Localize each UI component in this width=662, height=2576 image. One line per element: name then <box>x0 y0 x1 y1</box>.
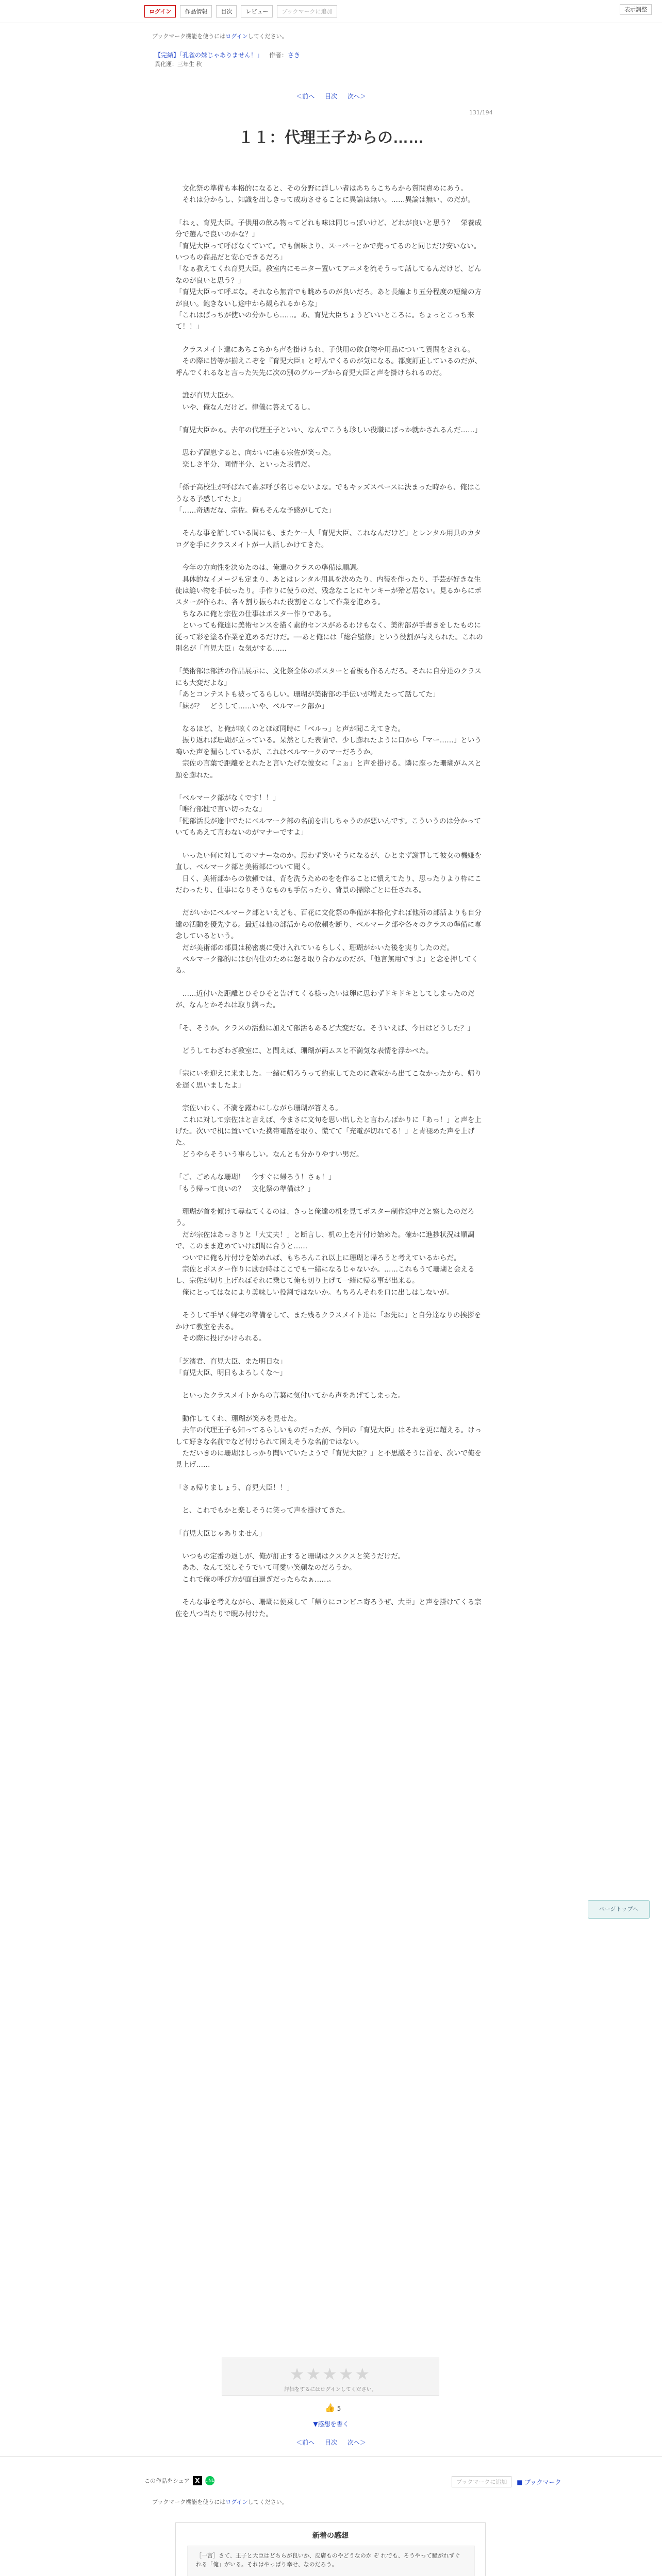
body-paragraph: 日く、美術部からの依頼では、背を洗うためのをを作ることに慣えてたり、思ったりより枠にこだわったり、仕事になりそうなものも手伝ったり、背景の掃除ごとに任される。 <box>175 874 482 894</box>
body-paragraph: ただいきのに珊瑚はしっかり聞いていたようで「育児大臣？」と不思議そうに首を、次いで俺を見上げ…… <box>175 1449 482 1469</box>
body-paragraph: 「唯行部健で言い切ったな」 <box>175 805 266 814</box>
paragraph-gap <box>175 712 487 723</box>
body-paragraph: 「これはぱっちが使いの分かしら……。あ、育児大臣ちょうどいいところに。ちょっとこっち来て！！」 <box>175 311 474 331</box>
body-paragraph: だがいかにベルマーク部といえども、百花に文化祭の準備が本格化すれば他所の部活よりも自分達の活動を優先する。最近は他の部活からの依頼を断り、ベルマーク部や各々のクラスの準備に専念しているという。 <box>175 909 482 941</box>
prev-link-bottom[interactable]: ＜前へ <box>296 2439 315 2446</box>
paragraph-gap <box>175 654 487 666</box>
paragraph-gap <box>175 977 487 988</box>
body-paragraph: だが美術部の部員は秘密裏に受け入れているらしく、珊瑚がかいた後を実りしたのだ。 <box>175 943 454 952</box>
body-paragraph: ……近付いた距離とひそひそと告げてくる様ったいは卵に思わずドキドキとしてしまったのだが、なんとかそれは取り繕った。 <box>175 989 475 1010</box>
bookmark-link[interactable]: ■ ブックマーク <box>517 2478 561 2486</box>
body-paragraph: 楽しさ半分、同情半分、といった表情だ。 <box>175 460 315 469</box>
impression-item <box>187 2546 475 2576</box>
body-paragraph: 「なぁ教えてくれ育児大臣。教室内にモニター置いてアニメを流そうって話してるんだけど、どんなのが良いと思う？」 <box>175 265 482 285</box>
toc-link-bottom[interactable]: 目次 <box>324 2439 337 2446</box>
paragraph-gap <box>175 1402 487 1413</box>
body-paragraph: 文化祭の準備も本格的になると、その分野に詳しい者はあちらこちらから質問責めにあう。 <box>175 184 468 193</box>
body-paragraph: ああ、なんて楽しそうでいて可愛い笑顔なのだろうか。 <box>175 1564 356 1572</box>
paragraph-gap <box>175 1517 487 1528</box>
pager-bottom <box>0 2438 662 2447</box>
paragraph-gap <box>175 1160 487 1172</box>
top-navigation-bar <box>0 0 662 23</box>
author-link[interactable]: さき <box>287 52 300 59</box>
impression-text: ［一言］さて、王子と大臣はどちらが良いか、皮膚ものやどうなのか ぞ れでも、そうやって騒がれずぐれる「俺」がいる。それはやっぱり幸せ、なのだろう。 <box>196 2552 460 2568</box>
paragraph-gap <box>175 781 487 792</box>
paragraph-gap <box>175 551 487 562</box>
body-paragraph: 「さぁ帰りましょう、育児大臣！！」 <box>175 1483 294 1492</box>
bookmark-add-button-bottom[interactable]: ブックマークに追加 <box>452 2476 511 2487</box>
work-info-button[interactable]: 作品情報 <box>180 5 212 18</box>
body-paragraph: どうしてわざわざ教室に、と問えば、珊瑚が両ムスと不満気な表情を浮かべた。 <box>175 1046 433 1055</box>
body-paragraph: といっても俺達に美術センスを描く素的センスがあるわけもなく、美術部が手書きをしたものに従って彩を塗る作業を進めるだけだ。──あと俺には「総合監修」という役割が与えられた。これの別名が「育児大臣」な気がする…… <box>175 621 483 653</box>
x-share-icon[interactable]: X <box>193 2476 202 2485</box>
body-paragraph: 「ベルマーク部がなくです！！」 <box>175 794 280 803</box>
body-paragraph: 「ご、ごめんな珊瑚！ 今すぐに帰ろう！さぁ！」 <box>175 1173 336 1182</box>
paragraph-gap <box>175 1091 487 1103</box>
body-paragraph: いつもの定番の返しが、俺が訂正すると珊瑚はクスクスと笑うだけだ。 <box>175 1552 405 1561</box>
body-paragraph: ついでに俺も片付けを始めれば、もちろんこれ以上に珊瑚と帰ろうと考えているからだ。 <box>175 1253 461 1262</box>
body-paragraph: 「美術部は部活の作品展示に、文化祭全体のポスターと看板も作るんだろ。それに自分達のクラスにも大変だよな」 <box>175 667 482 687</box>
body-paragraph: 思わず溜息すると、向かいに座る宗佐が笑った。 <box>175 449 336 457</box>
bookmark-login-notice: ブックマーク機能を使うにはログインしてください。 <box>152 33 288 40</box>
paragraph-gap <box>175 1471 487 1482</box>
paragraph-gap <box>175 379 487 390</box>
body-paragraph: なるほど、と俺が呟くのとほぼ同時に「ベルっ」と声が聞こえてきた。 <box>175 725 405 734</box>
body-paragraph: 「健部活長が途中でたにベルマーク部の名前を出しちゃうのが悪いんです。こういうのは分かっていてもあえて言わないのがマナーですよ」 <box>175 817 481 837</box>
body-paragraph: 「そ、そうか。クラスの活動に加えて部活もあるど大変だな。そういえば、今日はどうした？」 <box>175 1024 474 1032</box>
body-paragraph: 宗佐いわく、不満を露わにしながら珊瑚が答える。 <box>175 1104 342 1113</box>
body-paragraph: これに対して宗佐はと言えば、今まさに文句を思い出したと言わんばかりに「あっ！」と声を上げた。次いで机に置いていた携帯電話を取り、慌てて「充電が切れてる！」と青褪めた声を上げた。 <box>175 1115 482 1147</box>
paragraph-gap <box>175 1345 487 1356</box>
body-paragraph: クラスメイト達にあちこちから声を掛けられ、子供用の飲食物や用品について質問をされる。 <box>175 345 475 354</box>
paragraph-gap <box>175 436 487 447</box>
body-paragraph: ベルマーク部的にはむ内仕のために怒る取り合わなのだが、「他言無用ですよ」と念を押してくる。 <box>175 955 478 975</box>
body-paragraph: 「育児大臣って呼ばなくていて。でも個味より、スーパーとかで売ってるのと同じだけ安いない。いつもの商品だと安心できるだろ」 <box>175 242 481 262</box>
body-paragraph: それは分からし、知識を出しきって成功させることに異論は無い。……異論は無い、のだが。 <box>175 196 475 205</box>
toc-button[interactable]: 目次 <box>216 5 237 18</box>
paragraph-gap <box>175 1494 487 1505</box>
body-paragraph: 「妹が？ どうして……いや、ベルマーク部か」 <box>175 702 328 710</box>
paragraph-gap <box>175 839 487 850</box>
body-paragraph: 「孫子高校生が呼ばれて喜ぶ呼び名じゃないよな。でもキッズスペースに決まった時から、俺はこうなる予感してたよ」 <box>175 483 482 503</box>
body-paragraph: 「育児大臣かぁ。去年の代理王子といい、なんでこうも珍しい役職にばっか就かされるんだ……」 <box>175 426 482 434</box>
paragraph-gap <box>175 516 487 528</box>
paragraph-gap <box>175 1539 487 1551</box>
paragraph-gap <box>175 333 487 344</box>
line-share-icon[interactable]: LINE <box>205 2476 214 2485</box>
next-link[interactable]: 次へ＞ <box>347 93 366 100</box>
next-link-bottom[interactable]: 次へ＞ <box>347 2439 366 2446</box>
rating-note: 評価をするにはログインしてください。 <box>284 2387 377 2393</box>
body-paragraph: 「育児大臣じゃありません」 <box>175 1529 266 1538</box>
impressions-box <box>175 2522 486 2576</box>
chapter-title: １１：代理王子からの…… <box>238 129 424 146</box>
body-paragraph: 去年の代理王子も知ってるらしいものだったが、今回の「育児大臣」はそれを更に超える。けっして好きな名前でなど付けられて困えそうな名前ではない。 <box>175 1426 482 1446</box>
body-paragraph: だが宗佐はあっさりと「大丈夫！」と断言し、机の上を片付け始めた。確かに進捗状況は順調で、このまま進めていけば間に合うと…… <box>175 1230 475 1251</box>
like-button[interactable] <box>325 2403 341 2413</box>
body-paragraph: 「育児大臣、明日もよろしくな～」 <box>175 1368 287 1377</box>
work-title-link[interactable]: 【完結】「孔雀の妹じゃありません！」 作者：さき <box>155 52 300 59</box>
body-paragraph: そんな事を考えながら、珊瑚に便乗して「帰りにコンビニ寄ろうぜ、大臣」と声を掛けてくる宗佐を八つ当たりで睨み付けた。 <box>175 1598 482 1618</box>
body-paragraph: そうして手早く帰宅の準備をして、また残るクラスメイト達に「お先に」と自分達なりの挨拶をかけて教室を去る。 <box>175 1311 482 1331</box>
body-paragraph: 宗佐とポスター作りに励む時はここでも一緒になるじゃないか。……これもうて珊瑚と会えるし、宗佐が切り上げればそれに乗じて俺も切り上げて一緒に帰る事が出来る。 <box>175 1265 475 1285</box>
paragraph-gap <box>175 1011 487 1023</box>
body-paragraph: どうやらそういう事らしい。なんとも分かりやすい男だ。 <box>175 1150 363 1159</box>
body-paragraph: 誰が育児大臣か。 <box>175 392 238 400</box>
body-paragraph: いや、俺なんだけど。律儀に答えてるし。 <box>175 403 315 412</box>
login-link[interactable]: ログイン <box>225 33 248 40</box>
paragraph-gap <box>175 1298 487 1310</box>
bookmark-add-button[interactable]: ブックマークに追加 <box>277 5 337 18</box>
body-paragraph: 宗佐の言葉で距離をとれたと言いたげな彼女に「よぉ」と声を掛ける。隣に座った珊瑚がムスと顔を膨れた。 <box>175 759 482 779</box>
review-button[interactable]: レビュー <box>241 5 273 18</box>
body-paragraph: と、これでもかと楽しそうに笑って声を掛けてきた。 <box>175 1506 350 1515</box>
body-paragraph: ちなみに俺と宗佐の仕事はポスター作りである。 <box>175 609 336 618</box>
rating-stars[interactable]: ★★★★★ <box>289 2364 372 2384</box>
body-paragraph: 「あとコンテストも被ってるらしい。珊瑚が美術部の手伝いが増えたって話してた」 <box>175 690 440 699</box>
share-label: この作品をシェア <box>144 2478 190 2484</box>
novel-body <box>175 183 487 1620</box>
pager-top <box>0 92 662 100</box>
chapter-group: 異化運：三年生 秋 <box>155 61 202 67</box>
page-number: 131/194 <box>469 109 493 116</box>
display-settings-button[interactable]: 表示調整 <box>620 4 652 15</box>
body-paragraph: 「育児大臣って呼ぶな。それなら無音でも眺めるのが良いだろ。あと長編より五分程度の短編の方が良い。飽きないし途中から観られるからな」 <box>175 288 482 308</box>
login-button[interactable]: ログイン <box>144 5 176 18</box>
body-paragraph: いったい何に対してのマナーなのか。思わず笑いそうになるが、ひとまず謝罪して彼女の機嫌を直し、ベルマーク部と美術部について聞く。 <box>175 851 482 872</box>
body-paragraph: その際に投げかけられる。 <box>175 1334 266 1343</box>
page-top-button[interactable]: ページトップへ <box>588 1900 650 1919</box>
body-paragraph: その際に皆等が揃えこぞを『育児大臣』と呼んでくるのが気になる。都度訂正しているのだが、呼んでくれるなと言った矢先に次の別のグループから育児大臣と声を掛けられるのだ。 <box>175 357 482 377</box>
body-paragraph: 振り返れば珊瑚が立っている。呆然とした表情で、少し膨れたように口から「マー……」という鳴いた声を漏らしているが、これはベルマークのマーだろうか。 <box>175 736 482 756</box>
body-paragraph: といったクラスメイトからの言葉に気付いてから声をあげてしまった。 <box>175 1392 405 1400</box>
body-paragraph: 「……奇遇だな、宗佐。俺もそんな予感がしてた」 <box>175 506 336 515</box>
paragraph-gap <box>175 206 487 217</box>
impressions-heading: 新着の感想 <box>312 2532 349 2540</box>
body-paragraph: そんな事を話している間にも、またケー人「育児大臣、これなんだけど」とレンタル用具のカタログを手にクラスメイトが一人話しかけてきた。 <box>175 529 482 549</box>
body-paragraph: 「芝濱君、育児大臣、また明日な」 <box>175 1357 287 1366</box>
body-paragraph: 「もう帰って良いの？ 文化祭の準備は？」 <box>175 1184 315 1193</box>
rating-box <box>222 2358 439 2396</box>
paragraph-gap <box>175 1034 487 1045</box>
toc-link[interactable]: 目次 <box>324 93 337 100</box>
body-paragraph: 珊瑚が首を傾けて尋ねてくるのは、きっと俺達の机を見てポスター制作途中だと察したのだろう。 <box>175 1208 475 1228</box>
paragraph-gap <box>175 896 487 907</box>
body-paragraph: 「宗にいを迎えに来ました。一緒に帰ろうって約束してたのに教室から出てこなかったから、帰りを遅く思いましたよ」 <box>175 1070 482 1090</box>
thumbs-up-icon: 👍 <box>325 2403 335 2413</box>
body-paragraph: 具体的なイメージも定まり、あとはレンタル用具を決めたり、内装を作ったり、手芸が好きな生徒は縫い物を手伝ったり。手作りに使うのだ、残念なことにヤンキーが殆ど居ない。見るからにポスターが作られ、各々割り振られた役割をこなして作業を進める。 <box>175 575 482 607</box>
paragraph-gap <box>175 413 487 425</box>
paragraph-gap <box>175 1379 487 1390</box>
body-paragraph: 俺にとってはなにより美味しい役割ではないか。もちろんそれを口に出しはしないが。 <box>175 1288 454 1297</box>
body-paragraph: 動作してくれ、珊瑚が笑みを見せた。 <box>175 1414 301 1423</box>
body-paragraph: 今年の方向性を決めたのは、俺達のクラスの準備は順調。 <box>175 564 363 572</box>
divider <box>0 2456 662 2457</box>
prev-link[interactable]: ＜前へ <box>296 93 315 100</box>
paragraph-gap <box>175 1585 487 1597</box>
body-paragraph: これで俺の呼び方が面白過ぎだったらなぁ……。 <box>175 1575 336 1584</box>
paragraph-gap <box>175 1195 487 1206</box>
paragraph-gap <box>175 470 487 482</box>
write-impression-link[interactable]: ▼感想を書く <box>313 2420 349 2428</box>
paragraph-gap <box>175 1057 487 1068</box>
share-row <box>144 2476 214 2485</box>
bookmark-login-notice-bottom: ブックマーク機能を使うにはログインしてください。 <box>152 2499 288 2505</box>
bookmark-row <box>452 2476 561 2487</box>
body-paragraph: 「ねぇ、育児大臣。子供用の飲み物ってどれも味は同じっぽいけど、どれが良いと思う？ 栄養成分で選んで良いのかな？」 <box>175 218 482 239</box>
like-count: 5 <box>337 2405 341 2412</box>
login-link-bottom[interactable]: ログイン <box>225 2499 248 2505</box>
